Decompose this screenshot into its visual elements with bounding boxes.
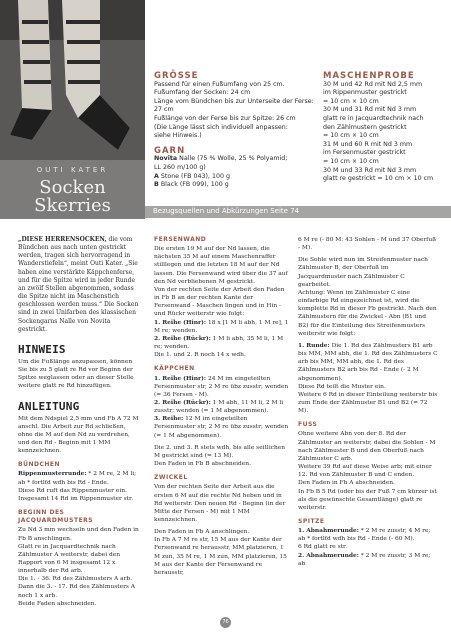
gauge-line: 30 M und 33 Rd mit Nd 3 mm (323, 166, 417, 174)
page-number: 76 (220, 617, 231, 628)
spitze-round1: 1. Abnahmerunde: * 2 M re zusstr, 4 M re; ab * fortlfd wdh bis Rd - Ende (- 60 M). (298, 527, 431, 543)
spitze-text: 6 Rd glatt re str. (298, 544, 348, 551)
fersenwand-text: Die ersten 19 M auf der Nd lassen, die nächsten 35 M auf einem Maschenraffer stilllegen und die letzten 18 M auf der Nd lassen. Die Fersenwand wird über die 37 auf den Nd verbliebenen M gestrickt. (154, 246, 288, 285)
groesse-line: Passend für einen Fußumfang von 25 cm. (154, 80, 285, 88)
maschenprobe-heading: MASCHENPROBE (323, 71, 415, 81)
groesse-line: Fußlänge von der Ferse bis zur Spitze: 26 cm (154, 114, 296, 122)
fersenwand-row1: 1. Reihe (Hinr): 18 x [1 M li abh, 1 M re], 1 M re; wenden. (154, 318, 289, 334)
kaeppchen-repeat: Die 2. und 3. R stets wdh, bis alle seitlichen M gestrickt sind (= 13 M). (154, 444, 286, 459)
col-c-text2: Die Sohle wird nun im Streifenmuster nach Zählmuster B, der Oberfuß im Jacquardmuster nach Zählmuster C gearbeitet. (298, 257, 428, 288)
garn-heading: GARN (154, 145, 186, 156)
zwickel-text3: In Fb A 7 M re str, 15 M aus der Kante der Fersenwand re herausstr, MM platzieren, 1 M zun, 35 M re, 1 M zun, MM platzieren, 15 M aus der Kante der Fersenwand re herausstr, (154, 537, 287, 576)
jacquard-heading: BEGINN DES JACQUARDMUSTERS (18, 509, 94, 525)
kaeppchen-row3: 3. Reihe: 12 M im eingeteilten Fersenmuster str, 2 M re übz zusstr; wenden (= 1 M abgenommen). (154, 415, 289, 439)
hinweis-heading: HINWEIS (18, 342, 66, 356)
buendchen-text2: Diese Rd ruft das Rippenmuster ein. (18, 487, 127, 494)
buendchen-heading: BÜNDCHEN (18, 461, 60, 469)
jacquard-text2: Glatt re in Jacquardtechnik nach Zählmuster A weiterstr, dabei den Rapport von 6 M insgesamt 12 x innerhalb der Rd arb. (18, 543, 121, 575)
buendchen-text3: Insgesamt 14 Rd im Rippenmuster str. (18, 495, 134, 502)
intro-paragraph: „DIESE HERRENSOCKEN, die vom Bündchen aus nach unten gestrickt werden, tragen sich hervorragend in Wanderstiefeln“, meint Outi Kater. „Sie haben eine verstärkte Käppchenferse, und für die Spitze wird in jeder Runde an zwölf Stellen abgenommen, sodass die Spitze nicht im Maschenstich geschlossen werden muss.“ Die Socken sind in zwei Unifarben des klassischen Sockengarns Nalle von Novita gestrickt. (18, 236, 139, 333)
anleitung-text: Mit dem Ndspiel 2,5 mm und Fb A 72 M anschl. Die Arbeit zur Rd schließen, ohne die M auf den Nd zu verdrehen, und den Rd - Beginn mit 1 MM kennzeichnen. (18, 415, 139, 455)
jacquard-text3: Die 1. - 36. Rd des Zählmusters A arb. (18, 576, 133, 583)
col-c-text1: 6 M re (- 80 M: 43 Sohlen - M und 37 Oberfuß - M). (298, 237, 437, 252)
gauge-line: 30 M und 31 Rd mit Nd 3 mm (323, 106, 417, 114)
photo-block (0, 0, 145, 219)
fuss-text4: In Fb B 5 Rd (oder bis der Fuß 7 cm kürzer ist als die gewünschte Gesamtlänge) glatt re weiterstr. (298, 488, 437, 511)
buendchen-text: Rippenmusterrunde: * 2 M re, 2 M li; ab * fortlfd wdh bis Rd - Ende. (18, 470, 137, 486)
col-c-round1: 1. Runde: Die 1. Rd des Zählmusters B1 arb bis MM, MM abh, die 1. Rd des Zählmusters C arb bis MM, MM abh, die 1. Rd des Zählmusters B2 arb bis Rd - Ende (- 2 M abgenommen). (298, 341, 438, 382)
gauge-line: im Fersenmuster gestrickt (323, 149, 406, 157)
gauge-line: 31 M und 60 R mit Nd 3 mm (323, 140, 413, 148)
zwickel-text: Von der rechten Seite der Arbeit aus die ersten 6 M auf die rechte Nd heben und in Rd weiterstr. Den neuen Rd - Beginn (in der Mitte der Fersen - M) mit 1 MM kennzeichnen. (154, 484, 286, 523)
gauge-line: im Rippenmuster gestrickt (323, 89, 407, 97)
anleitung-heading: ANLEITUNG (18, 399, 80, 413)
gauge-line: den Zählmustern gestrickt (323, 123, 407, 131)
column-c (298, 236, 438, 568)
gauge-line: = 10 cm × 10 cm (323, 157, 379, 165)
jacquard-text4: Dann die 3. - 17. Rd des Zählmusters A noch 1 x arb. (18, 584, 136, 599)
groesse-line: (Die Länge lässt sich individuell anpassen: (154, 123, 288, 131)
gauge-line: 30 M und 42 Rd mit Nd 2,5 mm (323, 80, 423, 88)
col-c-text4: Diese Rd teilt die Muster ein. (298, 383, 386, 390)
fuss-text3: Den Faden in Fb A abschneiden. (298, 480, 395, 487)
kaeppchen-cut: Den Faden in Fb B abschneiden. (154, 461, 251, 468)
groesse-heading: GRÖSSE (154, 71, 199, 81)
size-yarn-column (154, 72, 317, 190)
sources-text: Bezugsquellen und Abkürzungen Seite 74 (153, 207, 300, 215)
spitze-heading: SPITZE (298, 518, 325, 525)
garn-novita: Novita Nalle (75 % Wolle, 25 % Polyamid; (154, 155, 288, 163)
garn-a: A Stone (FB 043), 100 g (154, 172, 230, 180)
jacquard-text5: Beide Faden abschneiden. (18, 600, 97, 607)
hinweis-text: Um die Fußlänge anzupassen, können Sie bis zu 5 glatt re Rd vor Beginn der Spitze weglassen oder an dieser Stelle weitere glatt re Rd hinzufügen. (18, 358, 134, 390)
column-a (18, 236, 141, 608)
column-b (154, 236, 290, 577)
fersenwand-heading: FERSENWAND (154, 236, 207, 243)
garn-b: B Black (FB 099), 100 g (154, 181, 229, 189)
fuss-text: Ohne weitere Abn von der 8. Rd der Zählmuster an weiterstr, dabei die Sohlen - M nach Zählmuster B und den Oberfuß nach Zählmuster C arb. (298, 431, 436, 462)
gauge-column (323, 72, 448, 184)
fersenwand-row2: 2. Reihe (Rückr): 1 M li abh, 35 M li, 1 M re; wenden. (154, 334, 284, 351)
gauge-line: glatt re gestrickt = 10 cm × 10 cm (323, 175, 434, 183)
socks-photo (0, 0, 145, 160)
title-line-2: Skerries (34, 195, 111, 216)
groesse-line: Fußumfang der Socken: 24 cm (154, 89, 251, 97)
socks-illustration (0, 0, 145, 160)
zwickel-text2: Den Faden in Fb A anschlingen. (154, 529, 250, 536)
col-c-text5: Weitere 6 Rd in dieser Einteilung weiterstr bis zum Ende der Zählmuster B1 und B2 (= 72 M). (298, 391, 438, 415)
kaeppchen-row1: 1. Reihe (Hinr): 24 M im eingeteilten Fersenmuster str, 2 M re übz zusstr; wenden (= 36 Fersen - M). (154, 374, 289, 398)
author-name: OUTI KATER (36, 166, 109, 174)
groesse-line: siehe Hinweis.) (154, 132, 202, 140)
kaeppchen-heading: KÄPPCHEN (154, 365, 195, 373)
kaeppchen-row2: 2. Reihe (Rückr): 1 M abh, 11 M li, 2 M li zusstr; wenden (= 1 M abgenommen). (154, 398, 284, 415)
spitze-round2: 2. Abnahmerunde: * 2 M re zusstr, 3 M re; ab (298, 551, 431, 567)
gauge-line: = 10 cm × 10 cm (323, 97, 379, 105)
jacquard-text: Zu Nd 3 mm wechseln und den Faden in Fb B anschlingen. (18, 527, 139, 542)
sources-bar (145, 206, 451, 218)
title-line-1: Socken (39, 177, 106, 198)
col-c-text3: Achtung: Wenn im Zählmuster C eine einfarbige Rd eingezeichnet ist, wird die komplette Rd in dieser Fb gestrickt. Nach den Zählmustern für die Zwickel - Abn (B1 und B2) für die Einteilung des Streifenmusters weiterstr wie folgt: (298, 289, 437, 337)
fuss-text2: Weitere 39 Rd auf diese Weise arb; mit einer 12. Rd von Zählmuster B und C enden. (298, 464, 432, 479)
fersenwand-repeat: Die 1. und 2. R noch 14 x wdh. (154, 352, 246, 359)
garn-novita-line2: LL 260 m/100 g) (154, 163, 206, 171)
zwickel-heading: ZWICKEL (154, 474, 188, 482)
groesse-line: Länge vom Bündchen bis zur Unterseite der Ferse: 27 cm (154, 97, 314, 114)
fuss-heading: FUSS (298, 421, 318, 429)
fersenwand-text2: Von der rechten Seite der Arbeit den Faden in Fb B an der rechten Kante der Fersenwand - Maschen lingen und in Hin - und Rückr weiterstr wie folgt: (154, 286, 285, 318)
gauge-line: = 10 cm × 10 cm (323, 132, 379, 140)
gauge-line: glatt re in Jacquardtechnik nach (323, 114, 424, 122)
